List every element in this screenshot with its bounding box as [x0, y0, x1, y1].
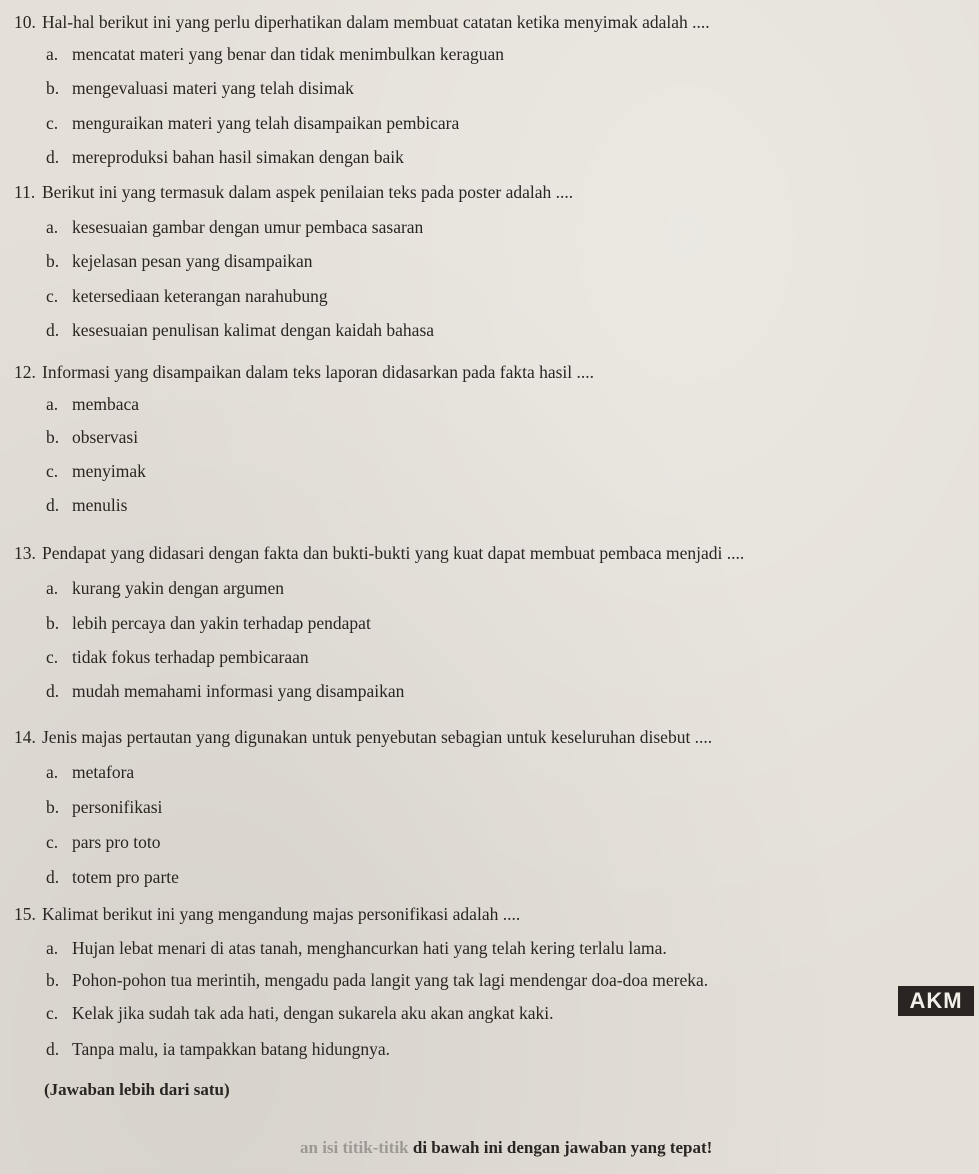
option-text: kesesuaian penulisan kalimat dengan kaidah bahasa	[72, 320, 435, 340]
option-d[interactable]	[46, 149, 404, 167]
option-c[interactable]	[46, 463, 146, 481]
option-letter: b.	[46, 797, 60, 817]
option-text: Tanpa malu, ia tampakkan batang hidungnya.	[72, 1039, 391, 1059]
option-text: menyimak	[72, 461, 146, 481]
option-d[interactable]	[46, 683, 404, 701]
option-letter: d.	[46, 495, 60, 515]
question-stem	[14, 14, 710, 32]
option-d[interactable]	[46, 322, 434, 340]
option-text: observasi	[72, 427, 139, 447]
option-c[interactable]	[46, 1005, 554, 1023]
instruction-faded-text: an isi titik-titik	[300, 1138, 409, 1157]
question-number: 12.	[14, 362, 36, 382]
option-letter: b.	[46, 251, 60, 271]
option-letter: a.	[46, 44, 59, 64]
question-stem	[14, 729, 712, 747]
option-text: tidak fokus terhadap pembicaraan	[72, 647, 309, 667]
option-text: kejelasan pesan yang disampaikan	[72, 251, 313, 271]
multiple-answer-note: (Jawaban lebih dari satu)	[44, 1080, 230, 1099]
question-stem	[14, 184, 573, 202]
option-text: Hujan lebat menari di atas tanah, menghancurkan hati yang telah kering terlalu lama.	[72, 938, 667, 958]
option-letter: a.	[46, 578, 59, 598]
option-a[interactable]	[46, 396, 139, 414]
question-number: 14.	[14, 727, 36, 747]
option-b[interactable]	[46, 799, 162, 817]
option-c[interactable]	[46, 115, 459, 133]
option-letter: c.	[46, 461, 59, 481]
option-text: menulis	[72, 495, 128, 515]
question-stem	[14, 364, 594, 382]
option-b[interactable]	[46, 253, 313, 271]
question-number: 13.	[14, 543, 36, 563]
option-letter: c.	[46, 647, 59, 667]
option-text: pars pro toto	[72, 832, 161, 852]
question-text: Jenis majas pertautan yang digunakan untuk penyebutan sebagian untuk keseluruhan disebut ....	[42, 727, 713, 747]
option-letter: a.	[46, 938, 59, 958]
option-text: mencatat materi yang benar dan tidak menimbulkan keraguan	[72, 44, 504, 64]
option-letter: d.	[46, 147, 60, 167]
option-text: lebih percaya dan yakin terhadap pendapat	[72, 613, 371, 633]
option-d[interactable]	[46, 1041, 390, 1059]
option-text: mengevaluasi materi yang telah disimak	[72, 78, 354, 98]
option-text: kesesuaian gambar dengan umur pembaca sasaran	[72, 217, 424, 237]
option-c[interactable]	[46, 288, 328, 306]
option-a[interactable]	[46, 46, 504, 64]
option-b[interactable]	[46, 972, 708, 990]
option-text: ketersediaan keterangan narahubung	[72, 286, 328, 306]
question-stem	[14, 545, 744, 563]
question-text: Pendapat yang didasari dengan fakta dan bukti-bukti yang kuat dapat membuat pembaca menjadi ....	[42, 543, 745, 563]
question-text: Berikut ini yang termasuk dalam aspek penilaian teks pada poster adalah ....	[42, 182, 574, 202]
option-letter: a.	[46, 217, 59, 237]
instruction-text: di bawah ini dengan jawaban yang tepat!	[408, 1138, 713, 1157]
question-text: Kalimat berikut ini yang mengandung majas personifikasi adalah ....	[42, 904, 521, 924]
option-text: mereproduksi bahan hasil simakan dengan baik	[72, 147, 404, 167]
option-letter: d.	[46, 867, 60, 887]
option-text: kurang yakin dengan argumen	[72, 578, 285, 598]
akm-badge: AKM	[898, 986, 974, 1016]
option-text: personifikasi	[72, 797, 163, 817]
option-text: Kelak jika sudah tak ada hati, dengan sukarela aku akan angkat kaki.	[72, 1003, 554, 1023]
option-letter: b.	[46, 613, 60, 633]
option-a[interactable]	[46, 580, 284, 598]
option-text: mudah memahami informasi yang disampaikan	[72, 681, 405, 701]
question-text: Informasi yang disampaikan dalam teks laporan didasarkan pada fakta hasil ....	[42, 362, 595, 382]
option-letter: b.	[46, 970, 60, 990]
option-b[interactable]	[46, 615, 371, 633]
option-a[interactable]	[46, 764, 134, 782]
option-d[interactable]	[46, 869, 179, 887]
option-b[interactable]	[46, 80, 354, 98]
option-letter: d.	[46, 1039, 60, 1059]
option-letter: a.	[46, 394, 59, 414]
option-text: Pohon-pohon tua merintih, mengadu pada langit yang tak lagi mendengar doa-doa mereka.	[72, 970, 709, 990]
option-text: menguraikan materi yang telah disampaikan pembicara	[72, 113, 460, 133]
option-letter: b.	[46, 78, 60, 98]
option-d[interactable]	[46, 497, 127, 515]
question-number: 11.	[14, 182, 36, 202]
option-a[interactable]	[46, 219, 423, 237]
option-b[interactable]	[46, 429, 138, 447]
option-letter: c.	[46, 113, 59, 133]
option-letter: b.	[46, 427, 60, 447]
option-c[interactable]	[46, 834, 160, 852]
option-letter: a.	[46, 762, 59, 782]
option-letter: c.	[46, 1003, 59, 1023]
option-letter: d.	[46, 681, 60, 701]
option-letter: c.	[46, 832, 59, 852]
question-number: 10.	[14, 12, 36, 32]
question-number: 15.	[14, 904, 36, 924]
option-c[interactable]	[46, 649, 309, 667]
question-text: Hal-hal berikut ini yang perlu diperhatikan dalam membuat catatan ketika menyimak adalah ....	[42, 12, 710, 32]
option-text: totem pro parte	[72, 867, 179, 887]
question-stem	[14, 906, 520, 924]
section-instruction	[300, 1138, 712, 1158]
option-text: metafora	[72, 762, 135, 782]
option-letter: d.	[46, 320, 60, 340]
option-a[interactable]	[46, 940, 667, 958]
option-letter: c.	[46, 286, 59, 306]
option-text: membaca	[72, 394, 140, 414]
